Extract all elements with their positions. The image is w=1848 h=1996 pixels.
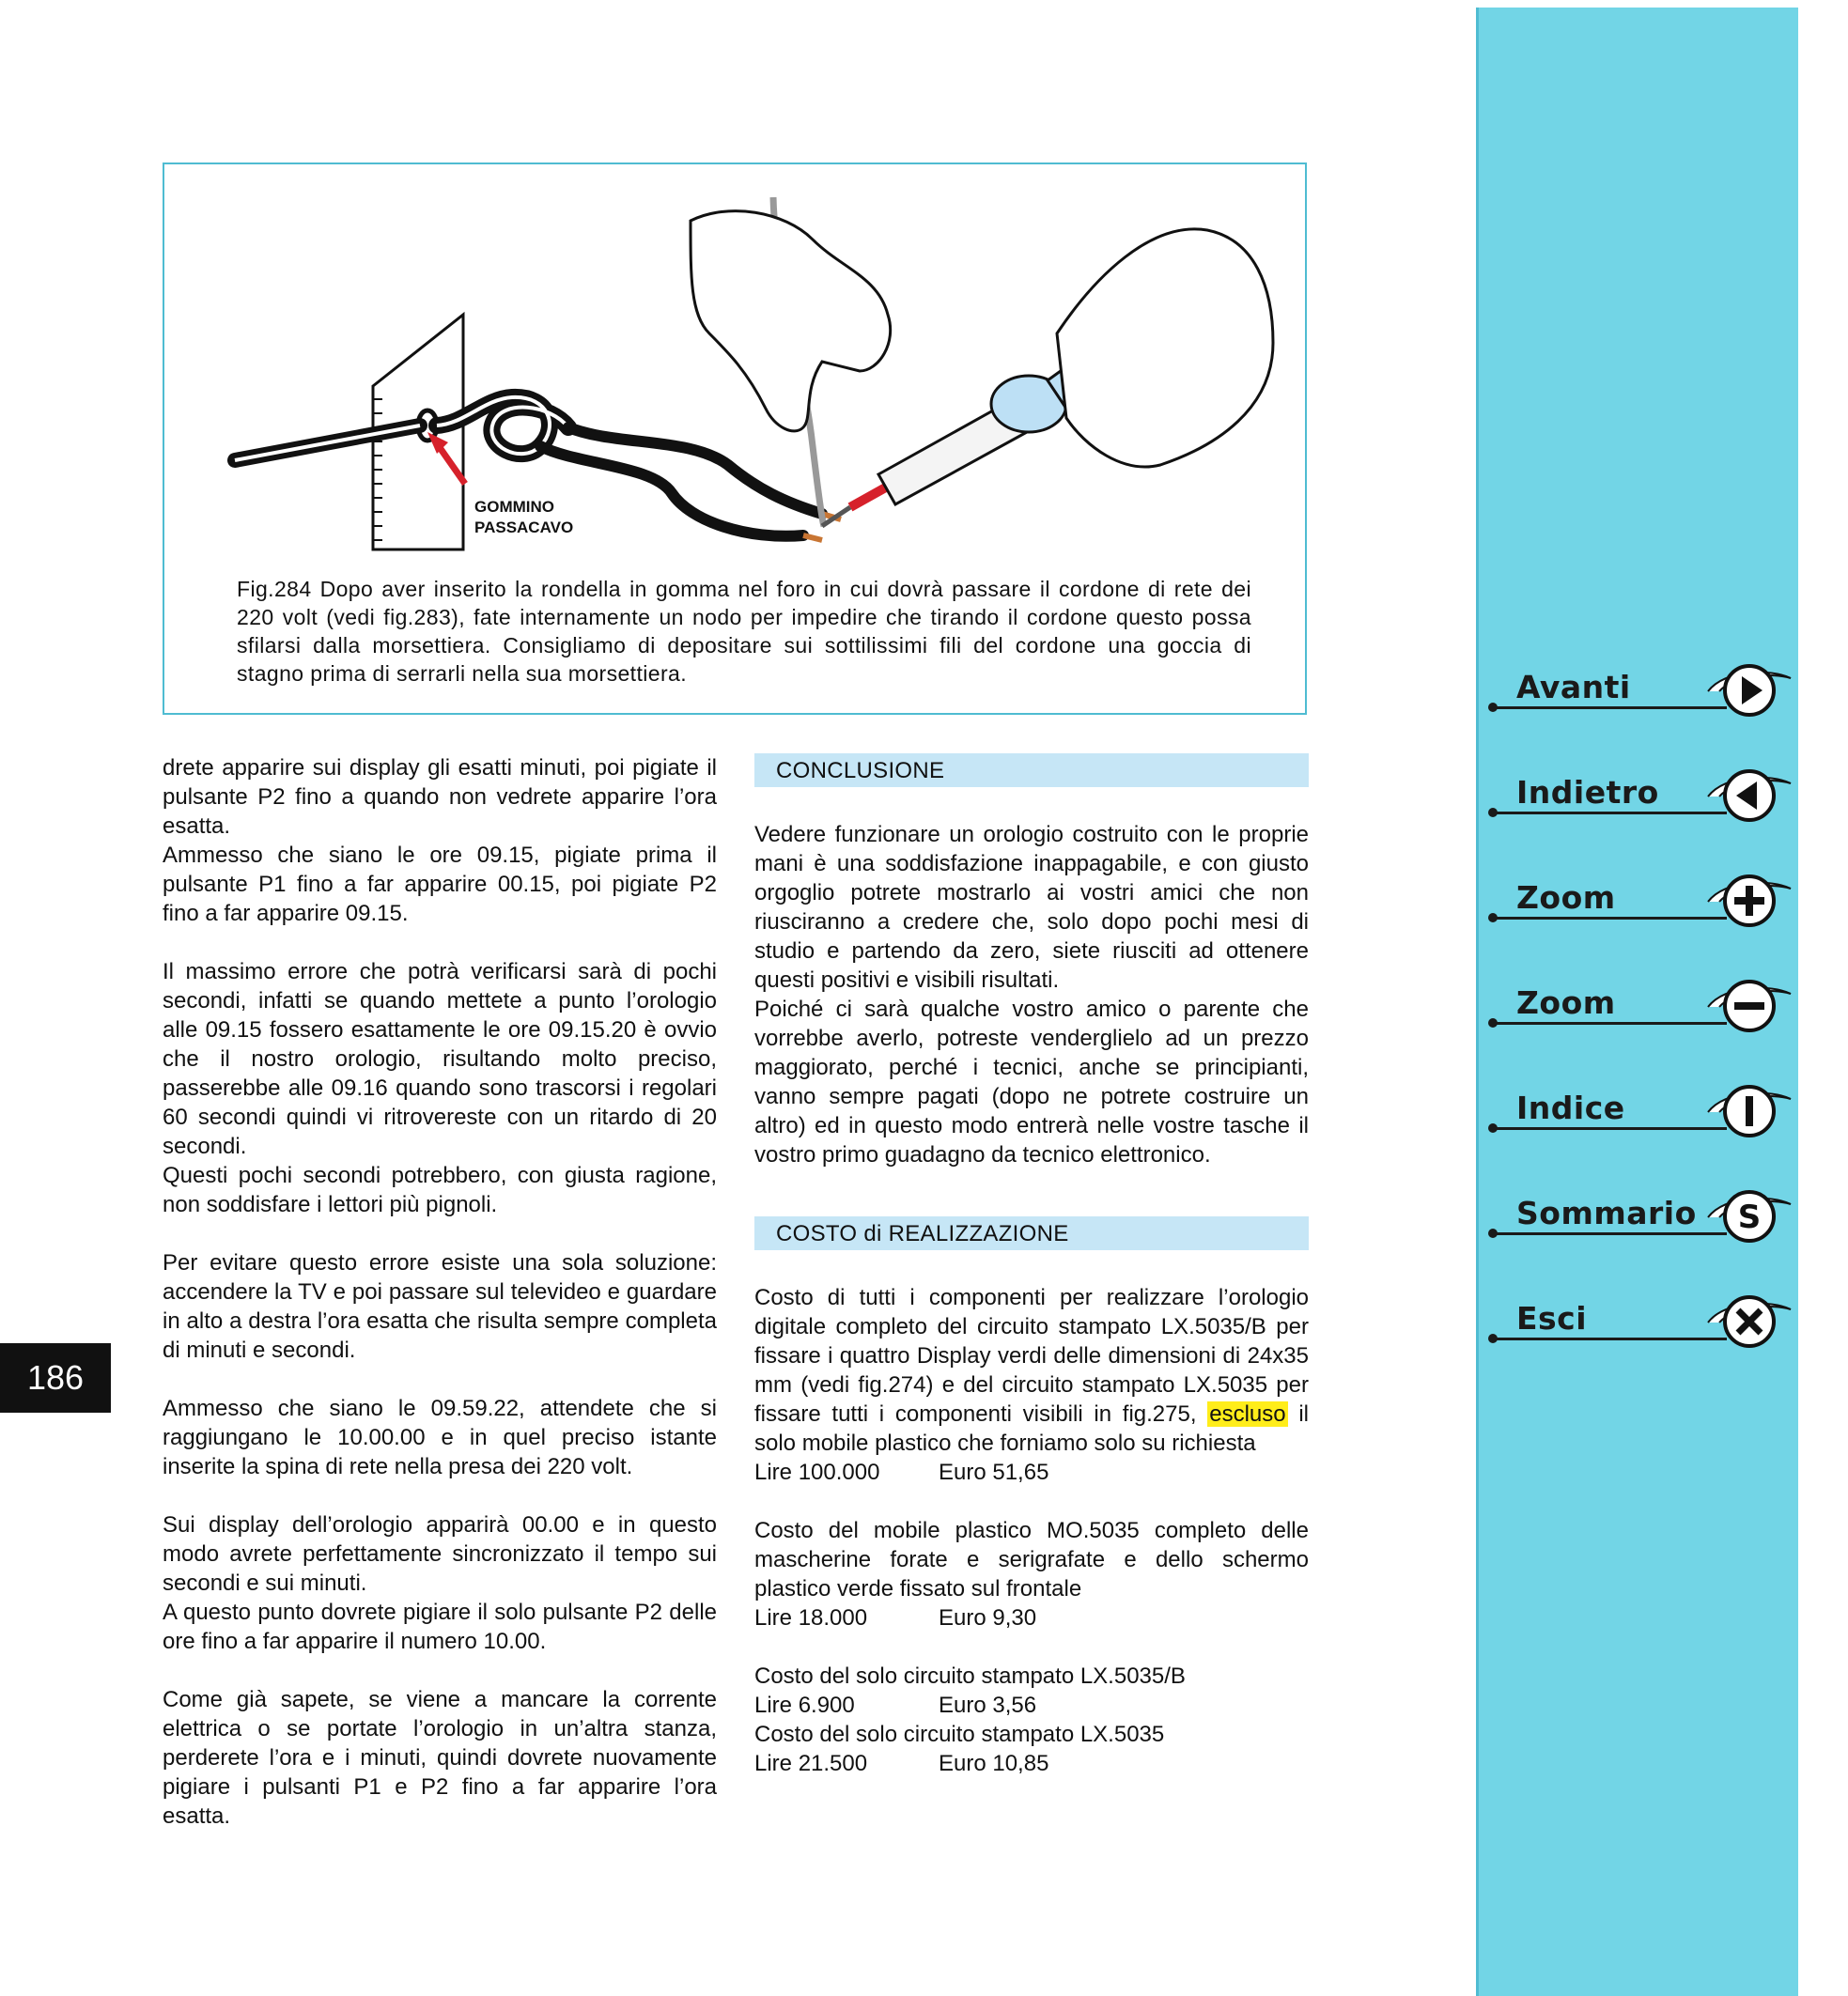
cost-heading: COSTO di REALIZZAZIONE [754, 1216, 1309, 1250]
svg-text:S: S [1737, 1199, 1762, 1236]
paragraph: A questo punto dovrete pigiare il solo pulsante P2 delle ore fino a far apparire il numero 10.00. [163, 1600, 717, 1654]
cost-paragraph: Costo di tutti i componenti per realizzare l’orologio digitale completo del circuito stampato LX.5035/B per fissare i quattro Display verdi delle dimensioni di 24x35 mm (vedi fig.274) e del circuito stampato LX.5035 per fissare tutti i componenti visibili in fig.275, escluso il solo mobile plastico che forniamo solo su richiesta [754, 1285, 1309, 1456]
cost-paragraph: Costo del mobile plastico MO.5035 completo delle mascherine forate e serigrafate e dello schermo plastico verde fissato sul frontale [754, 1518, 1309, 1601]
nav-esci-button[interactable] [1488, 1289, 1794, 1364]
index-icon [1706, 1080, 1793, 1142]
paragraph: Ammesso che siano le 09.59.22, attendete che si raggiungano le 10.00.00 e in quel preciso istante inserite la spina di rete nella presa dei 220 volt. [163, 1396, 717, 1479]
paragraph: Per evitare questo errore esiste una sola soluzione: accendere la TV e poi passare sul televideo e guardare in alto a destra l’ora esatta che risulta sempre completa di minuti e secondi. [163, 1250, 717, 1363]
price-row: Lire 100.000 Euro 51,65 [754, 1460, 1049, 1485]
summary-icon [1706, 1185, 1793, 1247]
price-row: Lire 21.500 Euro 10,85 [754, 1751, 1049, 1776]
conclusion-paragraph: Poiché ci sarà qualche vostro amico o parente che vorrebbe averlo, potreste venderglielo ad un prezzo maggiorato, perché i tecnici, anche se principianti, vanno sempre pagati (dopo ne potrete costruire un altro) ed in questo modo entrerà nelle vostre tasche il vostro primo guadagno da tecnico elettronico. [754, 997, 1309, 1168]
exit-icon [1706, 1291, 1793, 1353]
paragraph: Ammesso che siano le ore 09.15, pigiate prima il pulsante P1 fino a far apparire 00.15, poi pigiate P2 fino a far apparire 09.15. [163, 843, 717, 926]
cost-paragraph: Costo del solo circuito stampato LX.5035/B [754, 1663, 1186, 1689]
right-column [754, 753, 1309, 1778]
left-hand [691, 211, 891, 431]
paragraph: Sui display dell’orologio apparirà 00.00 e in questo modo avrete perfettamente sincronizzato il tempo sui secondi e sui minuti. [163, 1512, 717, 1596]
figure-label-line1: GOMMINO [474, 498, 554, 516]
soldering-illustration [164, 164, 1307, 578]
nav-indice-button[interactable] [1488, 1078, 1794, 1153]
figure-label-line2: PASSACAVO [474, 518, 574, 536]
price-row: Lire 6.900 Euro 3,56 [754, 1693, 1037, 1718]
zoom-out-icon [1706, 975, 1793, 1037]
nav-label: Esci [1516, 1300, 1588, 1337]
arrow-right-icon [1706, 659, 1793, 721]
nav-zoom-out-button[interactable] [1488, 973, 1794, 1048]
price-row: Lire 18.000 Euro 9,30 [754, 1605, 1037, 1631]
conclusion-paragraph: Vedere funzionare un orologio costruito con le proprie mani è una soddisfazione inappagabile, e con giusto orgoglio potrete mostrarlo ai vostri amici che non riusciranno a credere che, solo dopo pochi mesi di studio e partendo da zero, siete riusciti ad ottenere questi positivi e visibili risultati. [754, 822, 1309, 993]
nav-indietro-button[interactable] [1488, 763, 1794, 838]
figure-caption: Fig.284 Dopo aver inserito la rondella in gomma nel foro in cui dovrà passare il cordone di rete dei 220 volt (vedi fig.283), fate internamente un nodo per impedire che tirando il cordone questo possa sfilarsi dalla morsettiera. Consigliamo di depositare sui sottilissimi fili del cordone una goccia di stagno prima di serrarli nella sua morsettiera. [237, 577, 1251, 686]
nav-label: Sommario [1516, 1195, 1697, 1231]
nav-label: Zoom [1516, 879, 1616, 916]
paragraph: Il massimo errore che potrà verificarsi sarà di pochi secondi, infatti se quando mettete a punto l’orologio alle 09.15 fossero esattamente le ore 09.15.20 è ovvio che il nostro orologio, risultando molto preciso, passerebbe alle 09.16 quando sono trascorsi i regolari 60 secondi quindi vi ritrovereste con un ritardo di 20 secondi. [163, 959, 717, 1159]
cost-paragraph: Costo del solo circuito stampato LX.5035 [754, 1722, 1165, 1747]
nav-label: Indietro [1516, 774, 1659, 811]
paragraph: drete apparire sui display gli esatti minuti, poi pigiate il pulsante P2 fino a quando non vedrete apparire l’ora esatta. [163, 755, 717, 839]
nav-label: Indice [1516, 1090, 1625, 1126]
zoom-in-icon [1706, 870, 1793, 932]
paragraph: Questi pochi secondi potrebbero, con giusta ragione, non soddisfare i lettori più pignoli. [163, 1163, 717, 1217]
conclusion-heading: CONCLUSIONE [754, 753, 1309, 787]
nav-label: Avanti [1516, 669, 1631, 705]
paragraph: Come già sapete, se viene a mancare la corrente elettrica o se portate l’orologio in un’altra stanza, perderete l’ora e i minuti, quindi dovrete nuovamente pigiare i pulsanti P1 e P2 fino a far apparire l’ora esatta. [163, 1687, 717, 1829]
right-hand [1057, 229, 1273, 467]
nav-label: Zoom [1516, 984, 1616, 1021]
nav-zoom-in-button[interactable] [1488, 868, 1794, 943]
nav-avanti-button[interactable] [1488, 658, 1794, 733]
figure-frame [163, 162, 1307, 715]
page-number: 186 [0, 1343, 111, 1413]
nav-sommario-button[interactable] [1488, 1184, 1794, 1259]
navigation-sidebar [1476, 8, 1798, 1996]
left-column [163, 753, 717, 1860]
highlighted-word: escluso [1209, 1401, 1286, 1427]
arrow-left-icon [1706, 765, 1793, 827]
